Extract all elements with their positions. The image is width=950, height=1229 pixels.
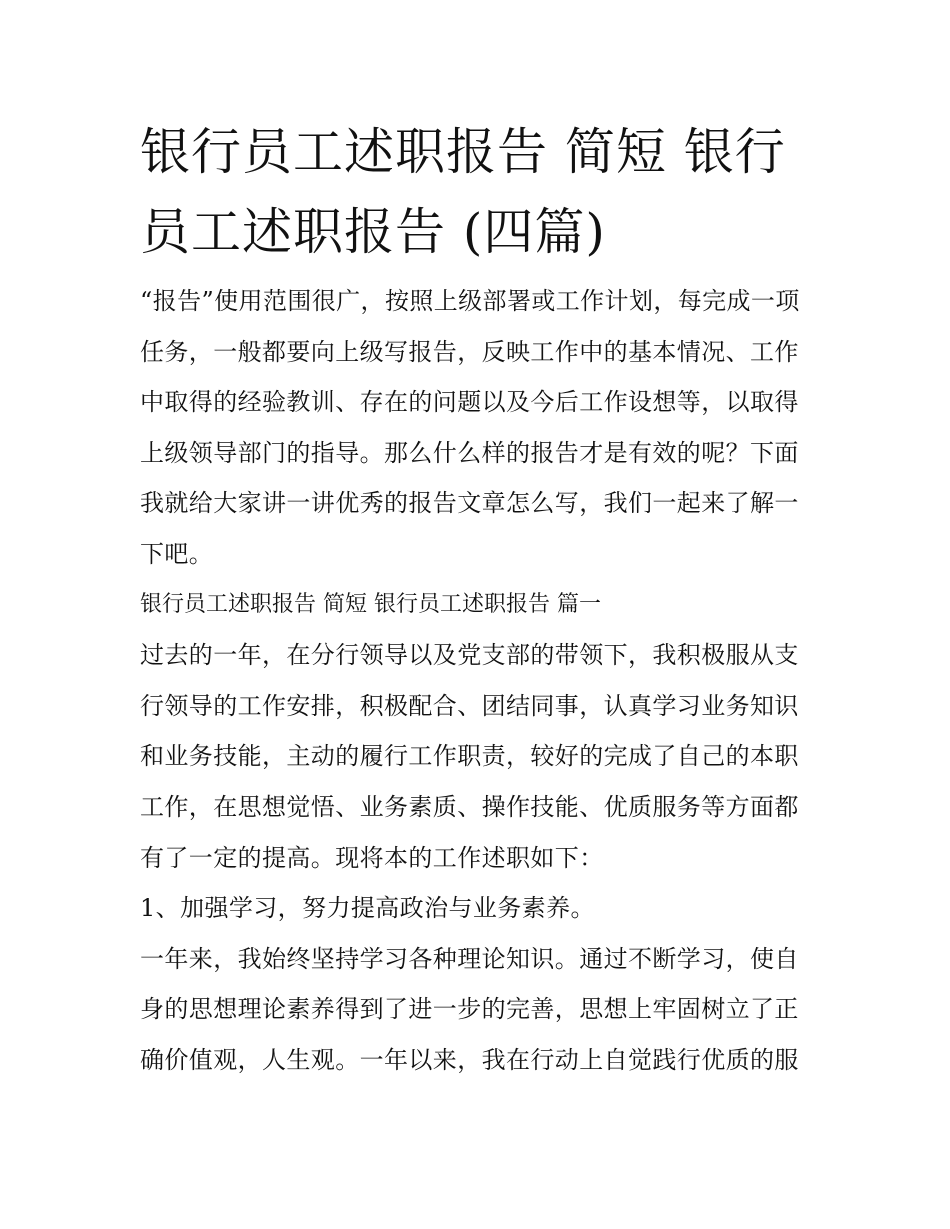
text-line: 我就给大家讲一讲优秀的报告文章怎么写，我们一起来了解一 (140, 489, 799, 518)
section-heading: 银行员工述职报告 简短 银行员工述职报告 篇一 (140, 591, 601, 617)
text-line: 上级领导部门的指导。那么什么样的报告才是有效的呢？下面 (140, 438, 799, 467)
document-title (140, 112, 820, 272)
text-line: 中取得的经验教训、存在的问题以及今后工作设想等，以取得 (140, 388, 799, 417)
text-line: 和业务技能，主动的履行工作职责，较好的完成了自己的本职 (140, 742, 799, 771)
intro-paragraph (140, 276, 820, 580)
text-line: 过去的一年，在分行领导以及党支部的带领下，我积极服从支 (140, 641, 799, 670)
text-line: 行领导的工作安排，积极配合、团结同事，认真学习业务知识 (140, 691, 799, 720)
text-line: 工作，在思想觉悟、业务素质、操作技能、优质服务等方面都 (140, 792, 799, 821)
text-line: 有了一定的提高。现将本的工作述职如下： (140, 843, 604, 872)
text-line: “报告”使用范围很广，按照上级部署或工作计划，每完成一项 (140, 287, 800, 315)
text-line: 一年来，我始终坚持学习各种理论知识。通过不断学习，使自 (140, 944, 799, 973)
item-heading: 1、加强学习，努力提高政治与业务素养。 (140, 894, 595, 923)
text-line: 身的思想理论素养得到了进一步的完善，思想上牢固树立了正 (140, 995, 799, 1024)
title-line: 员工述职报告 (四篇) (140, 203, 606, 261)
body-paragraph (140, 630, 820, 883)
text-line: 下吧。 (140, 539, 214, 568)
text-line: 确价值观，人生观。一年以来，我在行动上自觉践行优质的服 (140, 1045, 799, 1074)
body-paragraph (140, 934, 820, 1086)
document-page (140, 112, 820, 1086)
text-line: 任务，一般都要向上级写报告，反映工作中的基本情况、工作 (140, 337, 799, 366)
title-line: 银行员工述职报告 简短 银行 (140, 123, 786, 181)
